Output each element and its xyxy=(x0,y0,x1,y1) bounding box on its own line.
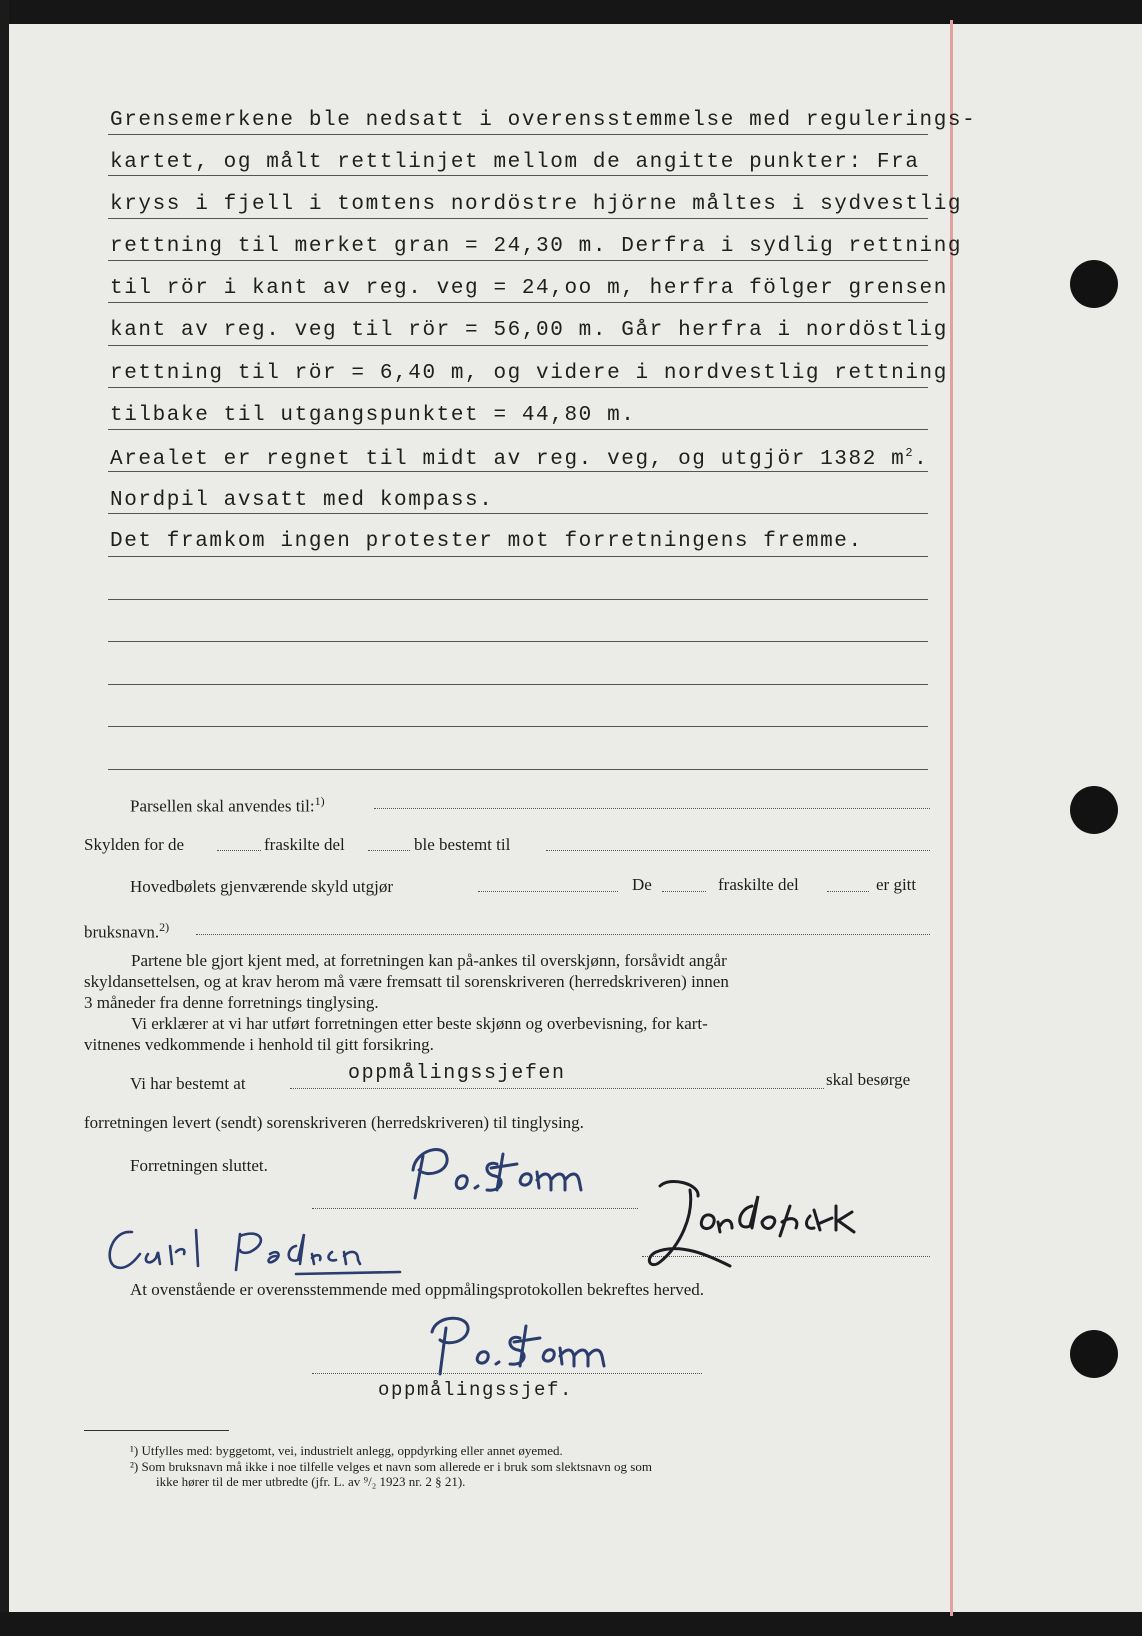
signature-po-storm-2 xyxy=(428,1312,638,1382)
sluttet-label: Forretningen sluttet. xyxy=(130,1156,268,1175)
besorge-label: skal besørge xyxy=(826,1070,911,1089)
punch-hole-1 xyxy=(1070,260,1118,308)
ruled-line xyxy=(108,641,928,642)
hovedbolet-field xyxy=(478,891,618,892)
bestemt-label: Vi har bestemt at xyxy=(130,1074,246,1093)
ruled-line xyxy=(108,302,928,303)
ruled-line xyxy=(108,387,928,388)
typed-line: kartet, og målt rettlinjet mellom de angitte punkter: Fra xyxy=(110,151,920,174)
ruled-line xyxy=(108,175,928,176)
typed-line: kryss i fjell i tomtens nordöstre hjörne måltes i sydvestlig xyxy=(110,193,963,216)
ruled-line xyxy=(108,556,928,557)
ruled-line xyxy=(108,726,928,727)
punch-hole-2 xyxy=(1070,786,1118,834)
bestemt-field xyxy=(290,1088,824,1089)
er-gitt-label: er gitt xyxy=(876,875,917,894)
ruled-line xyxy=(108,471,928,472)
signature-carl-pedersen xyxy=(100,1224,420,1280)
typed-line: rettning til rör = 6,40 m, og videre i nordvestlig rettning xyxy=(110,362,948,385)
ble-bestemt-label: ble bestemt til xyxy=(414,835,511,854)
footnote-ref: 2) xyxy=(159,920,170,934)
fraskilte-del-field xyxy=(827,891,869,892)
margin-rule xyxy=(950,20,953,1616)
ruled-line xyxy=(108,429,928,430)
scan-border-bottom xyxy=(0,1612,1142,1636)
typed-line: tilbake til utgangspunktet = 44,80 m. xyxy=(110,404,636,427)
scan-border-left xyxy=(0,0,9,1636)
skylden-label: Skylden for de xyxy=(84,835,185,854)
ruled-line xyxy=(108,218,928,219)
de-field xyxy=(662,891,706,892)
paragraph-line: vitnenes vedkommende i henhold til gitt forsikring. xyxy=(84,1035,434,1054)
area-text: Arealet er regnet til midt av reg. veg, og utgjör 1382 m xyxy=(110,448,906,471)
tinglysing-line: forretningen levert (sendt) sorenskriveren (herredskriveren) til tinglysing. xyxy=(84,1113,584,1132)
typed-line: Grensemerkene ble nedsatt i overensstemmelse med regulerings- xyxy=(110,109,977,132)
ruled-line xyxy=(108,769,928,770)
scan-border-top xyxy=(0,0,1142,24)
paragraph-line: skyldansettelsen, og at krav herom må være fremsatt til sorenskriveren (herredskriveren) innen xyxy=(84,972,729,991)
footnote-2-cont: ikke hører til de mer utbredte (jfr. L. av ⁹/₂ 1923 nr. 2 § 21). xyxy=(156,1474,466,1489)
typed-line: til rör i kant av reg. veg = 24,oo m, herfra fölger grensen xyxy=(110,277,948,300)
fraskilte-label: fraskilte del xyxy=(264,835,345,854)
notice-paragraph xyxy=(84,950,931,1055)
footnote-1: ¹) Utfylles med: byggetomt, vei, industrielt anlegg, oppdyrking eller annet øyemed. xyxy=(130,1443,563,1458)
de-label: De xyxy=(632,875,652,894)
ruled-line xyxy=(108,345,928,346)
ruled-line xyxy=(108,134,928,135)
punch-hole-3 xyxy=(1070,1330,1118,1378)
typed-line: kant av reg. veg til rör = 56,00 m. Går herfra i nordöstlig xyxy=(110,319,948,342)
ruled-line xyxy=(108,599,928,600)
parsellen-field xyxy=(374,808,930,809)
signature-sandbakk xyxy=(640,1166,890,1276)
paragraph-line: 3 måneder fra denne forretnings tinglysing. xyxy=(84,993,379,1012)
typed-line: rettning til merket gran = 24,30 m. Derfra i sydlig rettning xyxy=(110,235,963,258)
signature-po-storm-1 xyxy=(405,1140,625,1210)
paragraph-line: Vi erklærer at vi har utført forretningen etter beste skjønn og overbevisning, for kart- xyxy=(131,1014,708,1033)
bruksnavn-label: bruksnavn.$^{2)}$ xyxy=(84,920,170,942)
paragraph-line: Partene ble gjort kjent med, at forretningen kan på-ankes til overskjønn, forsåvidt angår xyxy=(131,951,727,970)
area-suffix: . xyxy=(914,448,929,471)
area-superscript: 2 xyxy=(905,446,915,460)
ruled-line xyxy=(108,684,928,685)
footnote-2: ²) Som bruksnavn må ikke i noe tilfelle velges et navn som allerede er i bruk som slektsnavn og som xyxy=(130,1459,652,1474)
skylden-field-3 xyxy=(546,850,930,851)
typed-line: Det framkom ingen protester mot forretningens fremme. xyxy=(110,530,863,553)
typed-line: Nordpil avsatt med kompass. xyxy=(110,489,494,512)
ruled-line xyxy=(108,513,928,514)
skylden-field-2 xyxy=(368,850,410,851)
footnote-rule xyxy=(84,1430,229,1431)
parsellen-label: Parsellen skal anvendes til:$^{1)}$ xyxy=(130,794,325,816)
signature-line-3 xyxy=(312,1373,702,1374)
signer-title: oppmålingssjef. xyxy=(378,1379,574,1401)
bestemt-typed-value: oppmålingssjefen xyxy=(348,1062,566,1085)
certification-text: At ovenstående er overensstemmende med oppmålingsprotokollen bekreftes herved. xyxy=(130,1280,705,1299)
footnote-ref: 1) xyxy=(314,794,325,808)
hovedbolet-label: Hovedbølets gjenværende skyld utgjør xyxy=(130,877,393,896)
ruled-line xyxy=(108,260,928,261)
skylden-field-1 xyxy=(217,850,261,851)
typed-line-area xyxy=(110,447,928,470)
fraskilte-del-label: fraskilte del xyxy=(718,875,799,894)
bruksnavn-field xyxy=(196,934,930,935)
